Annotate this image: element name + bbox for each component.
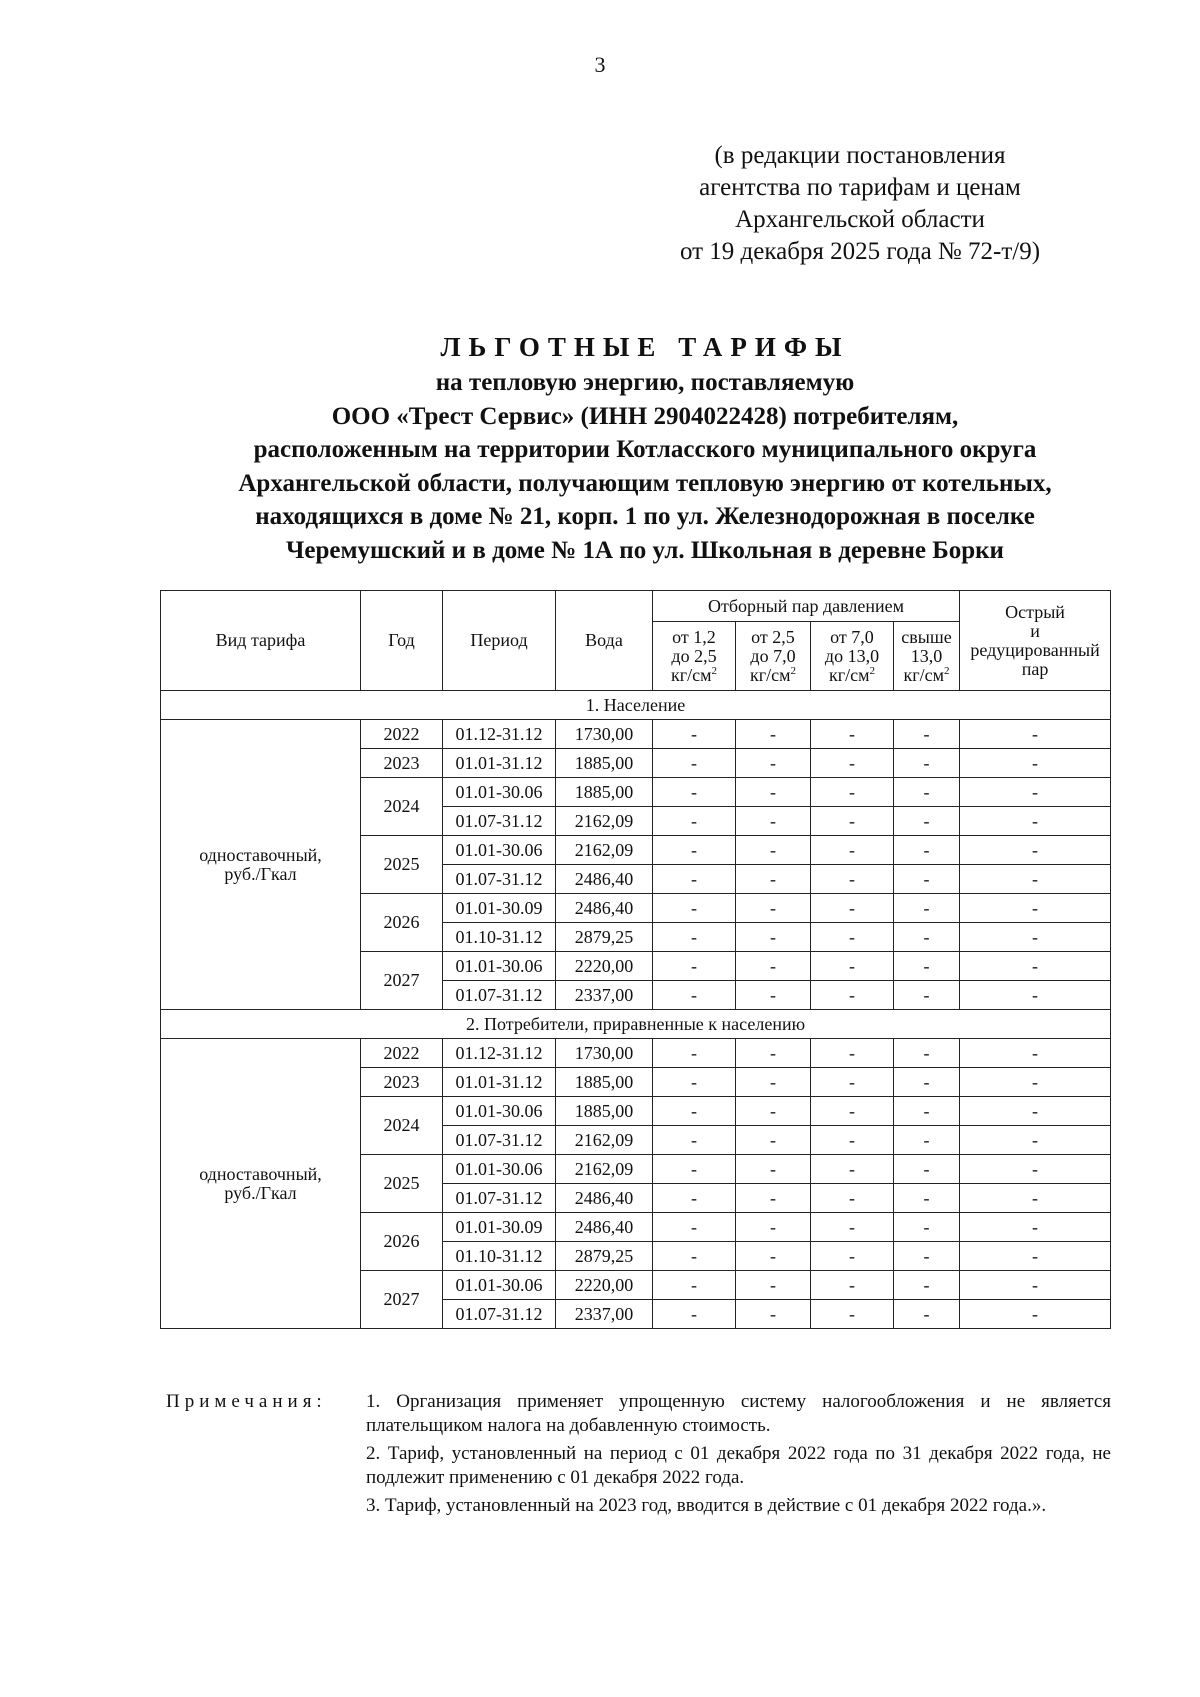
steam-tariff-cell: - bbox=[811, 1271, 894, 1300]
tariff-table bbox=[160, 590, 1111, 1329]
steam-tariff-cell: - bbox=[811, 1097, 894, 1126]
steam-tariff-cell: - bbox=[960, 1184, 1111, 1213]
steam-tariff-cell: - bbox=[736, 981, 811, 1010]
period-cell: 01.07-31.12 bbox=[443, 1184, 556, 1213]
steam-tariff-cell: - bbox=[736, 1271, 811, 1300]
water-tariff-cell: 2486,40 bbox=[556, 1184, 653, 1213]
steam-tariff-cell: - bbox=[736, 720, 811, 749]
steam-tariff-cell: - bbox=[960, 836, 1111, 865]
steam-tariff-cell: - bbox=[894, 1242, 960, 1271]
steam-tariff-cell: - bbox=[894, 923, 960, 952]
header-water: Вода bbox=[556, 591, 653, 691]
tariff-kind-line: одноставочный, bbox=[199, 844, 322, 865]
water-tariff-cell: 2220,00 bbox=[556, 1271, 653, 1300]
steam-tariff-cell: - bbox=[960, 923, 1111, 952]
steam-tariff-cell: - bbox=[736, 1184, 811, 1213]
period-cell: 01.01-30.06 bbox=[443, 1271, 556, 1300]
steam-tariff-cell: - bbox=[811, 778, 894, 807]
steam-tariff-cell: - bbox=[736, 1300, 811, 1329]
year-cell: 2022 bbox=[361, 1039, 443, 1068]
steam-tariff-cell: - bbox=[736, 894, 811, 923]
steam-tariff-cell: - bbox=[811, 1068, 894, 1097]
steam-tariff-cell: - bbox=[653, 1300, 736, 1329]
unit-exponent: 2 bbox=[944, 664, 950, 677]
tariff-kind-cell bbox=[161, 720, 361, 1010]
tariff-kind-cell bbox=[161, 1039, 361, 1329]
water-tariff-cell: 2486,40 bbox=[556, 865, 653, 894]
steam-tariff-cell: - bbox=[960, 1300, 1111, 1329]
header-sharp-steam bbox=[960, 591, 1111, 691]
header-steam-3 bbox=[811, 622, 894, 691]
header-unit: кг/см bbox=[749, 664, 791, 685]
period-cell: 01.01-30.06 bbox=[443, 778, 556, 807]
steam-tariff-cell: - bbox=[960, 1155, 1111, 1184]
steam-tariff-cell: - bbox=[894, 1097, 960, 1126]
year-cell: 2022 bbox=[361, 720, 443, 749]
steam-tariff-cell: - bbox=[894, 865, 960, 894]
note-item: 2. Тариф, установленный на период с 01 декабря 2022 года по 31 декабря 2022 года, не подлежит применению с 01 декабря 2022 года. bbox=[366, 1443, 1111, 1488]
steam-tariff-cell: - bbox=[653, 1039, 736, 1068]
header-steam-4 bbox=[894, 622, 960, 691]
steam-tariff-cell: - bbox=[653, 778, 736, 807]
tariff-kind-line: руб./Гкал bbox=[224, 1182, 297, 1203]
unit-exponent: 2 bbox=[711, 664, 717, 677]
header-line: 13,0 bbox=[910, 645, 943, 666]
water-tariff-cell: 2337,00 bbox=[556, 1300, 653, 1329]
year-cell: 2025 bbox=[361, 836, 443, 894]
steam-tariff-cell: - bbox=[653, 1155, 736, 1184]
steam-tariff-cell: - bbox=[736, 1126, 811, 1155]
period-cell: 01.10-31.12 bbox=[443, 923, 556, 952]
document-title bbox=[100, 330, 1190, 567]
title-main: ЛЬГОТНЫЕ ТАРИФЫ bbox=[440, 332, 850, 362]
steam-tariff-cell: - bbox=[894, 836, 960, 865]
steam-tariff-cell: - bbox=[811, 1126, 894, 1155]
year-cell: 2026 bbox=[361, 1213, 443, 1271]
header-line: от 1,2 bbox=[672, 626, 716, 647]
period-cell: 01.01-30.06 bbox=[443, 1097, 556, 1126]
header-line: до 13,0 bbox=[824, 645, 880, 666]
period-cell: 01.10-31.12 bbox=[443, 1242, 556, 1271]
period-cell: 01.01-30.09 bbox=[443, 1213, 556, 1242]
water-tariff-cell: 2162,09 bbox=[556, 836, 653, 865]
steam-tariff-cell: - bbox=[736, 749, 811, 778]
steam-tariff-cell: - bbox=[653, 807, 736, 836]
steam-tariff-cell: - bbox=[811, 807, 894, 836]
steam-tariff-cell: - bbox=[736, 923, 811, 952]
period-cell: 01.01-30.06 bbox=[443, 952, 556, 981]
water-tariff-cell: 2162,09 bbox=[556, 1126, 653, 1155]
water-tariff-cell: 2162,09 bbox=[556, 1155, 653, 1184]
tariff-table-body bbox=[161, 691, 1111, 1329]
year-cell: 2023 bbox=[361, 749, 443, 778]
steam-tariff-cell: - bbox=[653, 952, 736, 981]
edition-line: (в редакции постановления bbox=[714, 142, 1006, 169]
steam-tariff-cell: - bbox=[894, 807, 960, 836]
water-tariff-cell: 2337,00 bbox=[556, 981, 653, 1010]
steam-tariff-cell: - bbox=[960, 720, 1111, 749]
tariff-kind-line: одноставочный, bbox=[199, 1163, 322, 1184]
steam-tariff-cell: - bbox=[960, 894, 1111, 923]
title-line: Черемушский и в доме № 1А по ул. Школьная в деревне Борки bbox=[286, 536, 1004, 564]
steam-tariff-cell: - bbox=[894, 981, 960, 1010]
steam-tariff-cell: - bbox=[653, 1213, 736, 1242]
steam-tariff-cell: - bbox=[894, 1271, 960, 1300]
steam-tariff-cell: - bbox=[653, 1126, 736, 1155]
steam-tariff-cell: - bbox=[960, 1039, 1111, 1068]
steam-tariff-cell: - bbox=[811, 894, 894, 923]
steam-tariff-cell: - bbox=[894, 1155, 960, 1184]
title-line: на тепловую энергию, поставляемую bbox=[435, 369, 855, 396]
year-cell: 2024 bbox=[361, 1097, 443, 1155]
edition-line: агентства по тарифам и ценам bbox=[699, 174, 1021, 201]
water-tariff-cell: 1885,00 bbox=[556, 1068, 653, 1097]
steam-tariff-cell: - bbox=[653, 1184, 736, 1213]
water-tariff-cell: 2879,25 bbox=[556, 1242, 653, 1271]
edition-line: Архангельской области bbox=[735, 206, 985, 233]
steam-tariff-cell: - bbox=[811, 952, 894, 981]
steam-tariff-cell: - bbox=[736, 865, 811, 894]
year-cell: 2025 bbox=[361, 1155, 443, 1213]
header-unit: кг/см bbox=[828, 664, 870, 685]
year-cell: 2026 bbox=[361, 894, 443, 952]
steam-tariff-cell: - bbox=[653, 1242, 736, 1271]
notes-list bbox=[366, 1390, 1111, 1522]
year-cell: 2023 bbox=[361, 1068, 443, 1097]
steam-tariff-cell: - bbox=[960, 749, 1111, 778]
header-year: Год bbox=[361, 591, 443, 691]
steam-tariff-cell: - bbox=[811, 1155, 894, 1184]
header-sharp-line: редуцированный bbox=[970, 639, 1100, 660]
steam-tariff-cell: - bbox=[960, 1097, 1111, 1126]
table-row bbox=[161, 720, 1111, 749]
steam-tariff-cell: - bbox=[960, 865, 1111, 894]
edition-note bbox=[640, 140, 1080, 268]
water-tariff-cell: 1730,00 bbox=[556, 720, 653, 749]
water-tariff-cell: 1885,00 bbox=[556, 749, 653, 778]
steam-tariff-cell: - bbox=[894, 1213, 960, 1242]
water-tariff-cell: 1885,00 bbox=[556, 778, 653, 807]
period-cell: 01.07-31.12 bbox=[443, 865, 556, 894]
steam-tariff-cell: - bbox=[811, 749, 894, 778]
steam-tariff-cell: - bbox=[960, 1242, 1111, 1271]
water-tariff-cell: 1885,00 bbox=[556, 1097, 653, 1126]
period-cell: 01.01-30.06 bbox=[443, 836, 556, 865]
title-line: расположенным на территории Котласского муниципального округа bbox=[253, 436, 1037, 463]
steam-tariff-cell: - bbox=[960, 981, 1111, 1010]
header-period: Период bbox=[443, 591, 556, 691]
section-title: 1. Население bbox=[161, 691, 1111, 720]
steam-tariff-cell: - bbox=[736, 1155, 811, 1184]
header-sharp-line: Острый bbox=[1005, 601, 1065, 622]
steam-tariff-cell: - bbox=[811, 720, 894, 749]
period-cell: 01.01-30.06 bbox=[443, 1155, 556, 1184]
notes-label: Примечания: bbox=[166, 1391, 327, 1412]
header-line: от 7,0 bbox=[830, 626, 874, 647]
note-item: 3. Тариф, установленный на 2023 год, вводится в действие с 01 декабря 2022 года.». bbox=[366, 1495, 1047, 1516]
water-tariff-cell: 2879,25 bbox=[556, 923, 653, 952]
steam-tariff-cell: - bbox=[811, 1242, 894, 1271]
header-steam-group: Отборный пар давлением bbox=[653, 591, 960, 622]
steam-tariff-cell: - bbox=[960, 1068, 1111, 1097]
steam-tariff-cell: - bbox=[653, 981, 736, 1010]
steam-tariff-cell: - bbox=[653, 923, 736, 952]
period-cell: 01.01-31.12 bbox=[443, 749, 556, 778]
steam-tariff-cell: - bbox=[811, 981, 894, 1010]
steam-tariff-cell: - bbox=[960, 807, 1111, 836]
steam-tariff-cell: - bbox=[736, 952, 811, 981]
steam-tariff-cell: - bbox=[894, 1068, 960, 1097]
tariff-kind-line: руб./Гкал bbox=[224, 863, 297, 884]
period-cell: 01.12-31.12 bbox=[443, 1039, 556, 1068]
section-title: 2. Потребители, приравненные к населению bbox=[161, 1010, 1111, 1039]
steam-tariff-cell: - bbox=[811, 865, 894, 894]
steam-tariff-cell: - bbox=[736, 1213, 811, 1242]
steam-tariff-cell: - bbox=[653, 1271, 736, 1300]
header-sharp-line: и bbox=[1030, 620, 1040, 641]
steam-tariff-cell: - bbox=[960, 1213, 1111, 1242]
water-tariff-cell: 1730,00 bbox=[556, 1039, 653, 1068]
header-kind: Вид тарифа bbox=[161, 591, 361, 691]
header-sharp-line: пар bbox=[1021, 658, 1049, 679]
water-tariff-cell: 2486,40 bbox=[556, 894, 653, 923]
steam-tariff-cell: - bbox=[653, 749, 736, 778]
steam-tariff-cell: - bbox=[894, 1184, 960, 1213]
period-cell: 01.07-31.12 bbox=[443, 1126, 556, 1155]
steam-tariff-cell: - bbox=[811, 1213, 894, 1242]
steam-tariff-cell: - bbox=[736, 1242, 811, 1271]
water-tariff-cell: 2486,40 bbox=[556, 1213, 653, 1242]
steam-tariff-cell: - bbox=[894, 778, 960, 807]
steam-tariff-cell: - bbox=[736, 1039, 811, 1068]
steam-tariff-cell: - bbox=[960, 1271, 1111, 1300]
year-cell: 2027 bbox=[361, 1271, 443, 1329]
edition-line: от 19 декабря 2025 года № 72-т/9) bbox=[679, 238, 1041, 265]
period-cell: 01.07-31.12 bbox=[443, 981, 556, 1010]
table-row bbox=[161, 1039, 1111, 1068]
header-steam-1 bbox=[653, 622, 736, 691]
steam-tariff-cell: - bbox=[894, 952, 960, 981]
steam-tariff-cell: - bbox=[894, 749, 960, 778]
year-cell: 2024 bbox=[361, 778, 443, 836]
header-line: от 2,5 bbox=[751, 626, 795, 647]
title-line: ООО «Трест Сервис» (ИНН 2904022428) потребителям, bbox=[331, 402, 959, 430]
steam-tariff-cell: - bbox=[811, 1039, 894, 1068]
header-line: до 7,0 bbox=[750, 645, 796, 666]
steam-tariff-cell: - bbox=[653, 1068, 736, 1097]
steam-tariff-cell: - bbox=[960, 1126, 1111, 1155]
steam-tariff-cell: - bbox=[736, 1068, 811, 1097]
steam-tariff-cell: - bbox=[653, 865, 736, 894]
header-unit: кг/см bbox=[670, 664, 712, 685]
steam-tariff-cell: - bbox=[736, 778, 811, 807]
steam-tariff-cell: - bbox=[811, 923, 894, 952]
steam-tariff-cell: - bbox=[736, 807, 811, 836]
header-line: свыше bbox=[901, 626, 952, 647]
steam-tariff-cell: - bbox=[960, 952, 1111, 981]
title-line: находящихся в доме № 21, корп. 1 по ул. Железнодорожная в поселке bbox=[255, 503, 1035, 530]
unit-exponent: 2 bbox=[869, 664, 875, 677]
steam-tariff-cell: - bbox=[811, 1300, 894, 1329]
steam-tariff-cell: - bbox=[894, 720, 960, 749]
steam-tariff-cell: - bbox=[894, 1126, 960, 1155]
title-line: Архангельской области, получающим тепловую энергию от котельных, bbox=[238, 469, 1052, 497]
water-tariff-cell: 2162,09 bbox=[556, 807, 653, 836]
header-steam-2 bbox=[736, 622, 811, 691]
steam-tariff-cell: - bbox=[894, 894, 960, 923]
water-tariff-cell: 2220,00 bbox=[556, 952, 653, 981]
steam-tariff-cell: - bbox=[736, 836, 811, 865]
steam-tariff-cell: - bbox=[811, 1184, 894, 1213]
steam-tariff-cell: - bbox=[653, 1097, 736, 1126]
period-cell: 01.07-31.12 bbox=[443, 807, 556, 836]
period-cell: 01.01-31.12 bbox=[443, 1068, 556, 1097]
year-cell: 2027 bbox=[361, 952, 443, 1010]
header-line: до 2,5 bbox=[671, 645, 717, 666]
steam-tariff-cell: - bbox=[736, 1097, 811, 1126]
steam-tariff-cell: - bbox=[653, 720, 736, 749]
unit-exponent: 2 bbox=[790, 664, 796, 677]
steam-tariff-cell: - bbox=[811, 836, 894, 865]
steam-tariff-cell: - bbox=[960, 778, 1111, 807]
steam-tariff-cell: - bbox=[653, 894, 736, 923]
period-cell: 01.12-31.12 bbox=[443, 720, 556, 749]
steam-tariff-cell: - bbox=[653, 836, 736, 865]
steam-tariff-cell: - bbox=[894, 1300, 960, 1329]
period-cell: 01.07-31.12 bbox=[443, 1300, 556, 1329]
header-unit: кг/см bbox=[903, 664, 945, 685]
page-number: 3 bbox=[594, 52, 606, 77]
period-cell: 01.01-30.09 bbox=[443, 894, 556, 923]
note-item: 1. Организация применяет упрощенную систему налогообложения и не является плательщиком налога на добавленную стоимость. bbox=[366, 1391, 1111, 1436]
steam-tariff-cell: - bbox=[894, 1039, 960, 1068]
